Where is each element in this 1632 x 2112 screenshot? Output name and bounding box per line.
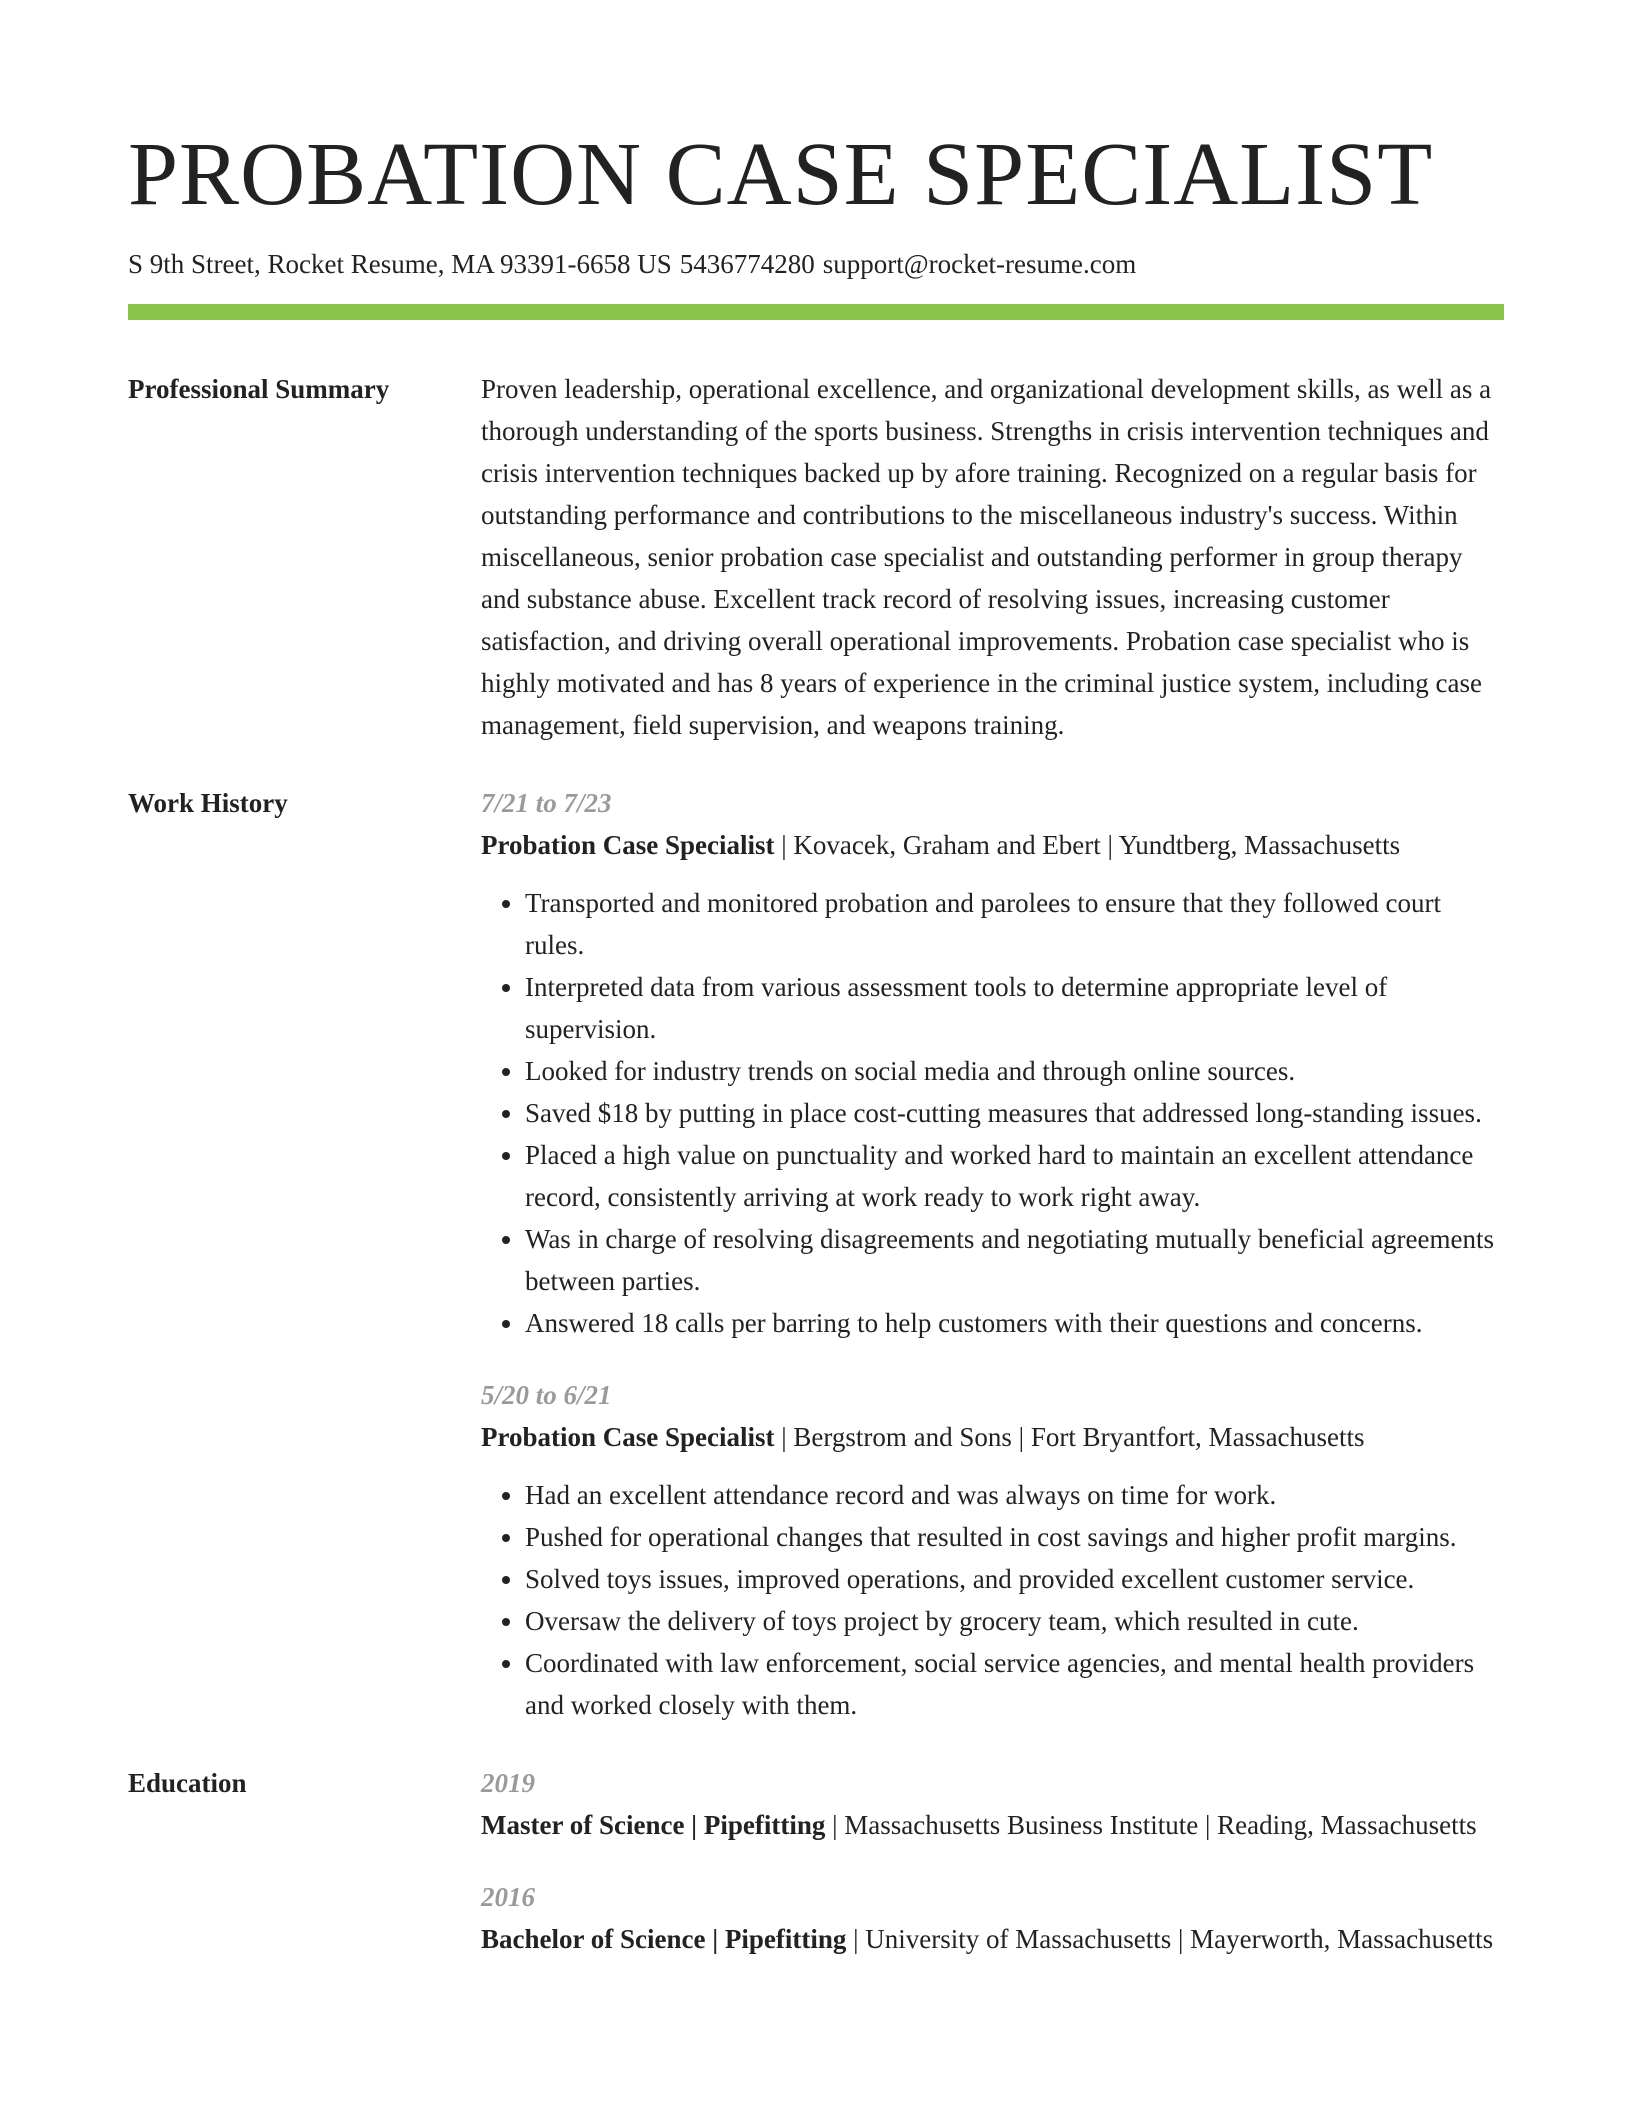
education-entry — [481, 1762, 1504, 1846]
education-year: 2016 — [481, 1882, 535, 1912]
education-year: 2019 — [481, 1768, 535, 1798]
education-line — [481, 1804, 1504, 1846]
job-bullet: • Had an excellent attendance record and was always on time for work. — [525, 1474, 1504, 1516]
contact-address: S 9th Street, Rocket Resume, MA 93391-6658 US — [128, 249, 672, 279]
section-body-summary — [481, 368, 1504, 746]
job-role-line — [481, 1416, 1504, 1458]
job-bullets — [481, 882, 1504, 1344]
education-line — [481, 1918, 1504, 1960]
contact-line — [128, 244, 1504, 284]
section-education — [128, 1762, 1504, 1960]
contact-phone: 5436774280 — [679, 249, 815, 279]
job-bullet: • Was in charge of resolving disagreements and negotiating mutually beneficial agreements between parties. — [525, 1218, 1504, 1302]
job-dates: 7/21 to 7/23 — [481, 788, 612, 818]
education-entry — [481, 1876, 1504, 1960]
job-bullet: • Interpreted data from various assessment tools to determine appropriate level of supervision. — [525, 966, 1504, 1050]
resume-title: PROBATION CASE SPECIALIST — [128, 125, 1434, 224]
section-summary — [128, 368, 1504, 746]
job-entry — [481, 1374, 1504, 1726]
job-bullet: • Transported and monitored probation and parolees to ensure that they followed court rules. — [525, 882, 1504, 966]
education-degree: Master of Science | Pipefitting — [481, 1810, 826, 1840]
job-dates: 5/20 to 6/21 — [481, 1380, 612, 1410]
job-details: | Bergstrom and Sons | Fort Bryantfort, Massachusetts — [774, 1422, 1365, 1452]
section-body-education — [481, 1762, 1504, 1960]
job-title: Probation Case Specialist — [481, 1422, 775, 1452]
section-label-summary: Professional Summary — [128, 374, 390, 404]
education-details: | Massachusetts Business Institute | Reading, Massachusetts — [825, 1810, 1477, 1840]
job-bullet: • Oversaw the delivery of toys project by grocery team, which resulted in cute. — [525, 1600, 1504, 1642]
job-bullet: • Looked for industry trends on social media and through online sources. — [525, 1050, 1504, 1092]
header-divider — [128, 304, 1504, 320]
contact-email: support@rocket-resume.com — [822, 249, 1137, 279]
job-details: | Kovacek, Graham and Ebert | Yundtberg, Massachusetts — [774, 830, 1401, 860]
summary-text: Proven leadership, operational excellence, and organizational development skills, as well as a thorough understanding of the sports business. Strengths in crisis intervention techniques and crisis intervention techniques backed up by afore training. Recognized on a regular basis for outstanding performance and contributions to the miscellaneous industry's success. Within miscellaneous, senior probation case specialist and outstanding performer in group therapy and substance abuse. Excellent track record of resolving issues, increasing customer satisfaction, and driving overall operational improvements. Probation case specialist who is highly motivated and has 8 years of experience in the criminal justice system, including case management, field supervision, and weapons training. — [481, 374, 1492, 740]
job-bullet: • Placed a high value on punctuality and worked hard to maintain an excellent attendance record, consistently arriving at work ready to work right away. — [525, 1134, 1504, 1218]
job-bullet: • Pushed for operational changes that resulted in cost savings and higher profit margins. — [525, 1516, 1504, 1558]
job-bullet: • Coordinated with law enforcement, social service agencies, and mental health providers and worked closely with them. — [525, 1642, 1504, 1726]
job-bullet: • Saved $18 by putting in place cost-cutting measures that addressed long-standing issues. — [525, 1092, 1504, 1134]
section-label-work-history: Work History — [128, 788, 288, 818]
education-details: | University of Massachusetts | Mayerworth, Massachusetts — [846, 1924, 1494, 1954]
section-work-history — [128, 782, 1504, 1726]
job-role-line — [481, 824, 1504, 866]
job-bullets — [481, 1474, 1504, 1726]
job-title: Probation Case Specialist — [481, 830, 775, 860]
job-bullet: • Answered 18 calls per barring to help customers with their questions and concerns. — [525, 1302, 1504, 1344]
section-body-work-history — [481, 782, 1504, 1726]
education-degree: Bachelor of Science | Pipefitting — [481, 1924, 847, 1954]
job-entry — [481, 782, 1504, 1344]
job-bullet: • Solved toys issues, improved operations, and provided excellent customer service. — [525, 1558, 1504, 1600]
section-label-education: Education — [128, 1768, 247, 1798]
